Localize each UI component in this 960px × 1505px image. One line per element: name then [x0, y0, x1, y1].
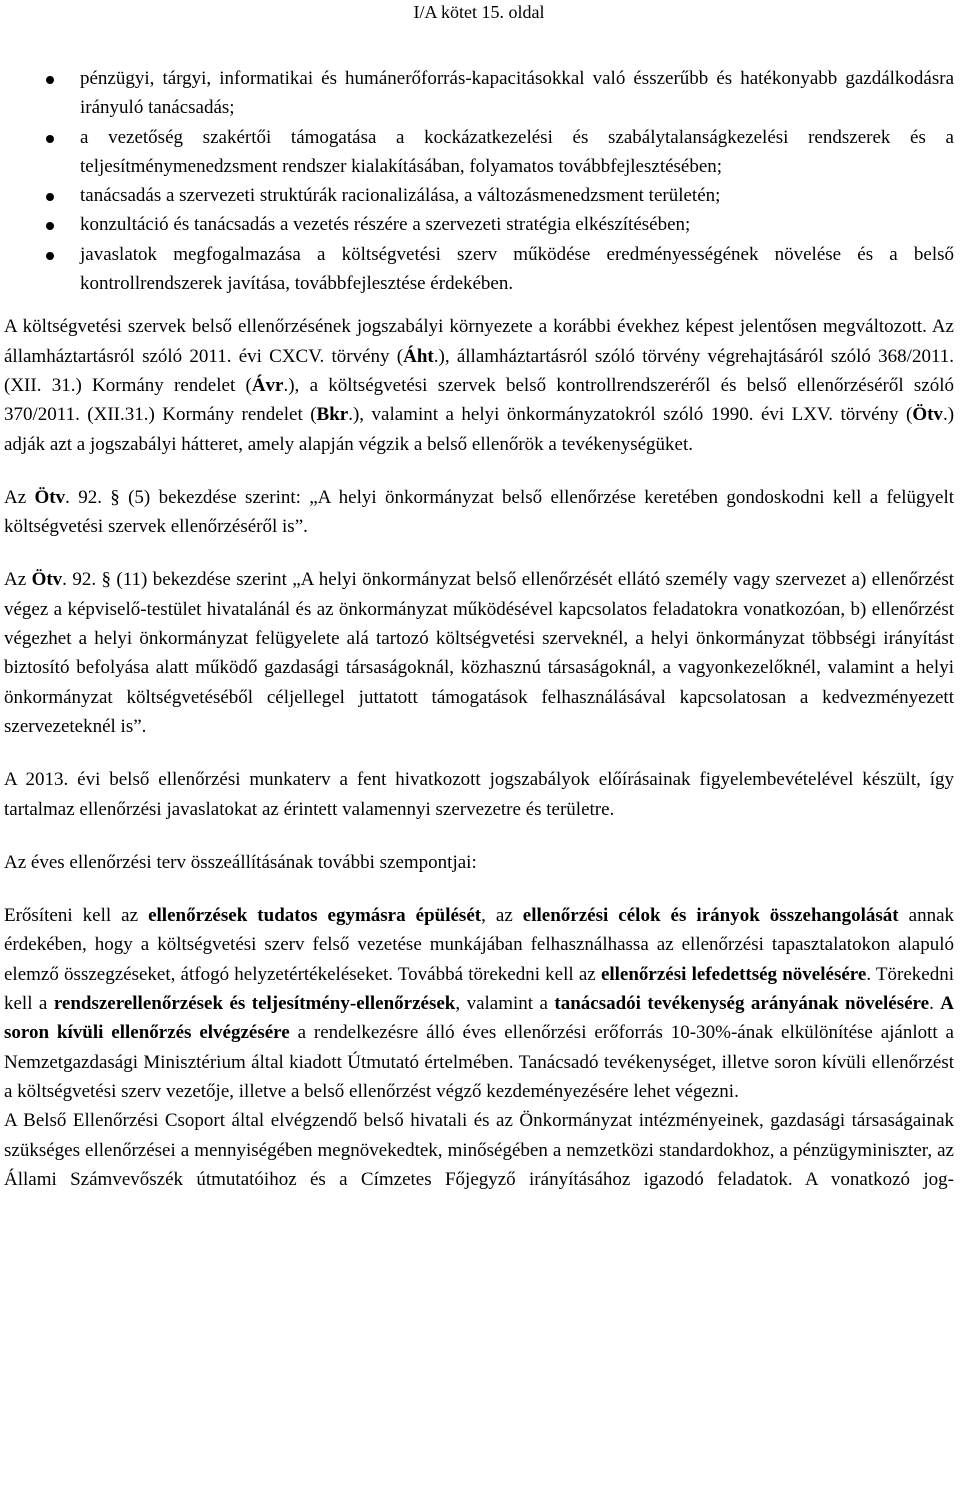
- bullet-item: pénzügyi, tárgyi, informatikai és humánerőforrás-kapacitásokkal való ésszerűbb és hatékonyabb gazdálkodásra irányuló tanácsadás;: [4, 64, 954, 123]
- page-number-label: I/A kötet 15. oldal: [413, 2, 545, 22]
- otv-92-5-paragraph: Az Ötv. 92. § (5) bekezdése szerint: „A helyi önkormányzat belső ellenőrzése keretében gondoskodni kell a felügyelt költségvetési szervek ellenőrzéséről is”.: [4, 486, 955, 538]
- bullet-dot-icon: [46, 193, 54, 201]
- bullet-dot-icon: [46, 252, 54, 260]
- bullet-item: tanácsadás a szervezeti struktúrák racionalizálása, a változásmenedzsment területén;: [4, 181, 954, 210]
- otv-92-11-paragraph: Az Ötv. 92. § (11) bekezdése szerint „A helyi önkormányzat belső ellenőrzését ellátó személy vagy szervezet a) ellenőrzést végez a képviselő-testület hivatalánál és az önkormányzat működésével kapcsolatos feladatokra vonatkozóan, b) ellenőrzést végezhet a helyi önkormányzat felügyelete alá tartozó költségvetési szerveknél, a helyi önkormányzat többségi irányítást biztosító befolyása alatt működő gazdasági társaságoknál, közhasznú társaságoknál, a vagyonkezelőknél, valamint a helyi önkormányzat költségvetéséből céljellegel juttatott támogatások felhasználásával kapcsolatosan a kedvezményezett szervezeteknél is”.: [4, 569, 954, 737]
- bullet-dot-icon: [46, 222, 54, 230]
- bullet-item: a vezetőség szakértői támogatása a kockázatkezelési és szabálytalanságkezelési rendszerek és a teljesítménymenedzsment rendszer kialakításában, folyamatos továbbfejlesztésében;: [4, 123, 954, 182]
- workplan-2013-paragraph: A 2013. évi belső ellenőrzési munkaterv a fent hivatkozott jogszabályok előírásainak figyelembevételével készült, így tartalmaz ellenőrzési javaslatokat az érintett valamennyi szervezetre és területre.: [4, 769, 954, 820]
- strengthen-paragraph: Erősíteni kell az ellenőrzések tudatos egymásra épülését, az ellenőrzési célok és irányok összehangolását annak érdekében, hogy a költségvetési szerv felső vezetése munkájában felhasználhassa az ellenőrzési tapasztalatokon alapuló elemző összegzéseket, átfogó helyzetértékeléseket. Továbbá törekedni kell az ellenőrzési lefedettség növelésére. Törekedni kell a rendszerellenőrzések és teljesítmény-ellenőrzések, valamint a tanácsadói tevékenység arányának növelésére. A soron kívüli ellenőrzés elvégzésére a rendelkezésre álló éves ellenőrzési erőforrás 10-30%-ának elkülönítése ajánlott a Nemzetgazdasági Minisztérium által kiadott Útmutató értelmében. Tanácsadó tevékenységet, illetve soron kívüli ellenőrzést a költségvetési szerv vezetője, illetve a belső ellenőrzést végző kezdeményezésére lehet végezni.: [4, 905, 954, 1102]
- bullet-item: javaslatok megfogalmazása a költségvetési szerv működése eredményességének növelése és a belső kontrollrendszerek javítása, továbbfejlesztése érdekében.: [4, 240, 954, 299]
- bullet-dot-icon: [46, 76, 54, 84]
- bullet-item: konzultáció és tanácsadás a vezetés részére a szervezeti stratégia elkészítésében;: [4, 210, 954, 239]
- page-header: [4, 0, 954, 64]
- legal-background-paragraph: A költségvetési szervek belső ellenőrzésének jogszabályi környezete a korábbi évekhez képest jelentősen megváltozott. Az államháztartásról szóló 2011. évi CXCV. törvény (Áht.), államháztartásról szóló törvény végrehajtásáról szóló 368/2011. (XII. 31.) Kormány rendelet (Ávr.), a költségvetési szervek belső kontrollrendszeréről és belső ellenőrzéséről szóló 370/2011. (XII.31.) Kormány rendelet (Bkr.), valamint a helyi önkormányzatokról szóló 1990. évi LXV. törvény (Ötv.) adják azt a jogszabályi hátteret, amely alapján végzik a belső ellenőrök a tevékenységüket.: [4, 316, 955, 455]
- bullet-dot-icon: [46, 135, 54, 143]
- audit-group-paragraph: A Belső Ellenőrzési Csoport által elvégzendő belső hivatali és az Önkormányzat intézményeinek, gazdasági társaságainak szükséges ellenőrzései a mennyiségében megnövekedtek, minőségében a nemzetközi standardokhoz, a pénzügyminiszter, az Állami Számvevőszék útmutatóihoz és a Címzetes Főjegyző irányításához igazodó feladatok. A vonatkozó jog-: [4, 1110, 954, 1190]
- plan-aspects-heading: Az éves ellenőrzési terv összeállításának további szempontjai:: [4, 851, 477, 873]
- bullet-list: [4, 64, 954, 298]
